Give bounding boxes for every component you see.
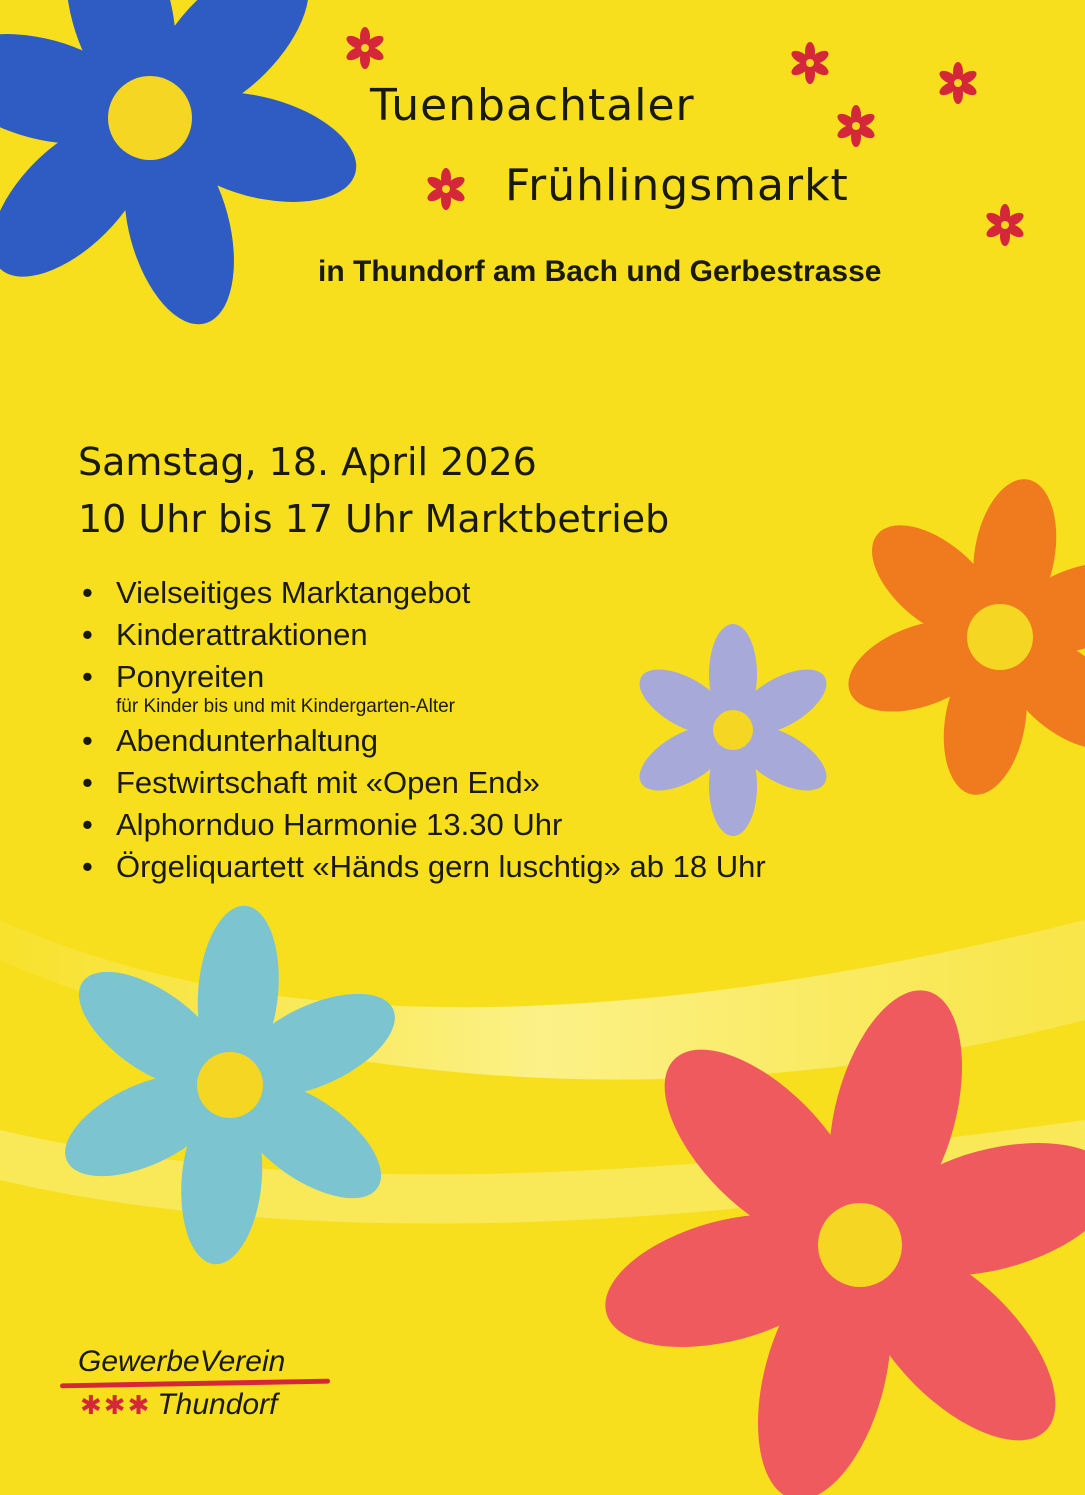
flower-center bbox=[197, 1052, 263, 1118]
small-red-flower-icon bbox=[789, 42, 830, 84]
small-red-flower-icon bbox=[937, 62, 978, 104]
list-item: • Festwirtschaft mit «Open End» bbox=[78, 762, 766, 804]
flower-center bbox=[852, 122, 860, 130]
logo-name: GewerbeVerein bbox=[78, 1345, 286, 1378]
flower-center bbox=[806, 59, 814, 67]
list-item: • Alphornduo Harmonie 13.30 Uhr bbox=[78, 804, 766, 846]
logo-underline bbox=[60, 1379, 330, 1389]
small-red-flower-icon bbox=[835, 105, 876, 147]
event-time: 10 Uhr bis 17 Uhr Marktbetrieb bbox=[78, 497, 670, 541]
poster-subtitle: in Thundorf am Bach und Gerbestrasse bbox=[318, 255, 882, 288]
list-item: • Vielseitiges Marktangebot bbox=[78, 572, 766, 614]
blue-flower-icon bbox=[0, 0, 368, 336]
small-red-flower-icon bbox=[344, 27, 385, 69]
flower-center bbox=[442, 185, 450, 193]
logo-stars-icon: ✱✱✱ bbox=[80, 1389, 152, 1420]
flower-center bbox=[1001, 221, 1009, 229]
gewerbeverein-logo bbox=[60, 1345, 330, 1422]
logo-place: Thundorf bbox=[157, 1388, 278, 1421]
list-item: • Kinderattraktionen bbox=[78, 614, 766, 656]
small-red-flower-icon bbox=[984, 204, 1025, 246]
flower-center bbox=[967, 604, 1033, 670]
event-date: Samstag, 18. April 2026 bbox=[78, 440, 537, 484]
flower-center bbox=[954, 79, 962, 87]
poster-title-line2: Frühlingsmarkt bbox=[505, 160, 849, 211]
flower-center bbox=[108, 76, 192, 160]
poster-title-line1: Tuenbachtaler bbox=[370, 80, 695, 131]
list-item: • Ponyreiten für Kinder bis und mit Kindergarten-Alter bbox=[78, 656, 766, 718]
flower-center bbox=[818, 1203, 902, 1287]
small-red-flower-icon bbox=[425, 168, 466, 210]
flower-center bbox=[361, 44, 369, 52]
orange-flower-icon bbox=[836, 473, 1085, 802]
list-item: • Abendunterhaltung bbox=[78, 720, 766, 762]
list-item: • Örgeliquartett «Händs gern luschtig» ab 18 Uhr bbox=[78, 846, 766, 888]
feature-list bbox=[78, 572, 766, 888]
feature-note: für Kinder bis und mit Kindergarten-Alter bbox=[116, 696, 455, 717]
